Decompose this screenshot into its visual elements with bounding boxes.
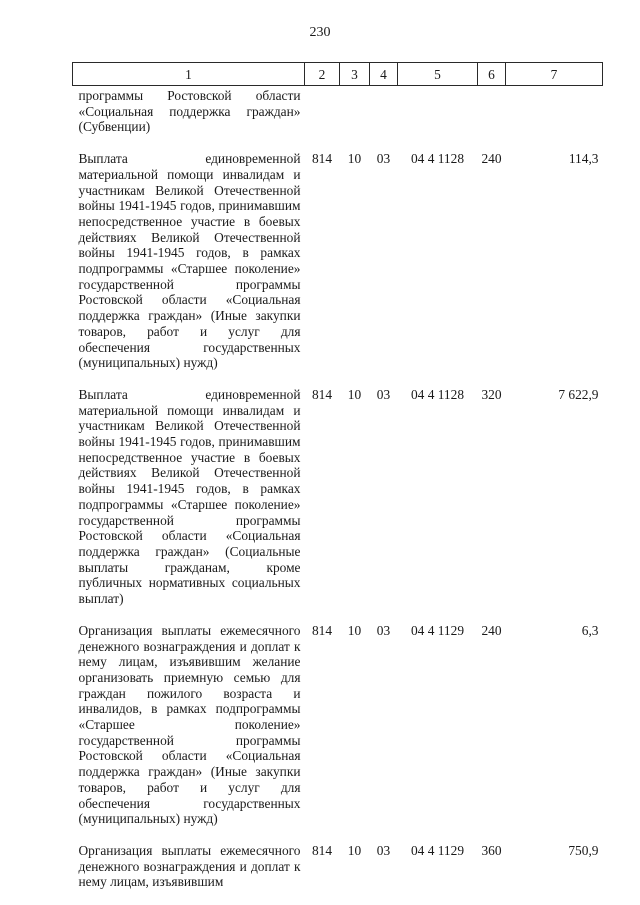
row-target-article: 04 4 1129 bbox=[410, 622, 465, 638]
table-header bbox=[73, 63, 603, 86]
row-section-code: 10 bbox=[347, 386, 362, 402]
header-col-5: 5 bbox=[398, 63, 478, 86]
row-description: Организация выплаты ежемесячного денежного вознаграждения и доплат к нему лицам, изъявившим bbox=[78, 842, 301, 890]
row-target-article: 04 4 1128 bbox=[410, 386, 465, 402]
row-subsection-code bbox=[370, 86, 398, 136]
row-expense-type: 360 bbox=[481, 842, 502, 858]
row-amount bbox=[506, 86, 603, 136]
row-description: Выплата единовременной материальной помощи инвалидам и участникам Великой Отечественной войны 1941-1945 годов, принимавшим непосредственное участие в боевых действиях Великой Отечественной войны 1941-1945 годов, в рамках подпрограммы «Старшее поколение» государственной программы Ростовской области «Социальная поддержка граждан» (Иные закупки товаров, работ и услуг для обеспечения государственных (муниципальных) нужд) bbox=[78, 151, 301, 371]
row-ministry-code: 814 bbox=[311, 151, 333, 167]
row-target-article bbox=[398, 86, 478, 136]
row-expense-type: 320 bbox=[481, 386, 502, 402]
row-amount: 7 622,9 bbox=[558, 386, 599, 402]
row-ministry-code: 814 bbox=[311, 842, 333, 858]
row-subsection-code: 03 bbox=[376, 151, 391, 167]
table-row bbox=[73, 623, 603, 827]
row-target-article: 04 4 1128 bbox=[410, 151, 465, 167]
table-row bbox=[73, 86, 603, 136]
row-amount: 6,3 bbox=[581, 622, 599, 638]
row-subsection-code: 03 bbox=[376, 622, 391, 638]
table-row bbox=[73, 387, 603, 607]
row-spacer bbox=[73, 827, 603, 843]
header-col-3: 3 bbox=[340, 63, 370, 86]
header-col-4: 4 bbox=[370, 63, 398, 86]
row-ministry-code bbox=[305, 86, 340, 136]
row-description: программы Ростовской области «Социальная поддержка граждан» (Субвенции) bbox=[78, 88, 301, 135]
header-col-6: 6 bbox=[478, 63, 506, 86]
row-target-article: 04 4 1129 bbox=[410, 842, 465, 858]
row-description: Организация выплаты ежемесячного денежного вознаграждения и доплат к нему лицам, изъявившим желание организовать приемную семью для граждан пожилого возраста и инвалидов, в рамках подпрограммы «Старшее поколение» государственной программы Ростовской области «Социальная поддержка граждан» (Иные закупки товаров, работ и услуг для обеспечения государственных (муниципальных) нужд) bbox=[78, 622, 301, 827]
row-description: Выплата единовременной материальной помощи инвалидам и участникам Великой Отечественной войны 1941-1945 годов, принимавшим непосредственное участие в боевых действиях Великой Отечественной войны 1941-1945 годов, в рамках подпрограммы «Старшее поколение» государственной программы Ростовской области «Социальная поддержка граждан» (Социальные выплаты гражданам, кроме публичных нормативных социальных выплат) bbox=[78, 386, 301, 607]
budget-table bbox=[72, 62, 603, 890]
row-section-code: 10 bbox=[347, 842, 362, 858]
row-amount: 750,9 bbox=[568, 842, 599, 858]
table-row bbox=[73, 843, 603, 890]
row-expense-type: 240 bbox=[481, 622, 502, 638]
row-expense-type bbox=[478, 86, 506, 136]
header-col-7: 7 bbox=[506, 63, 603, 86]
row-amount: 114,3 bbox=[568, 151, 599, 167]
row-spacer bbox=[73, 135, 603, 151]
row-ministry-code: 814 bbox=[311, 386, 333, 402]
table-row bbox=[73, 151, 603, 371]
page-number: 230 bbox=[309, 25, 331, 40]
table-body bbox=[73, 86, 603, 891]
row-subsection-code: 03 bbox=[376, 386, 391, 402]
row-section-code: 10 bbox=[347, 622, 362, 638]
row-spacer bbox=[73, 371, 603, 387]
row-section-code bbox=[340, 86, 370, 136]
row-section-code: 10 bbox=[347, 151, 362, 167]
header-col-2: 2 bbox=[305, 63, 340, 86]
row-expense-type: 240 bbox=[481, 151, 502, 167]
row-subsection-code: 03 bbox=[376, 842, 391, 858]
row-ministry-code: 814 bbox=[311, 622, 333, 638]
row-spacer bbox=[73, 607, 603, 623]
header-row bbox=[73, 63, 603, 86]
header-col-1: 1 bbox=[73, 63, 305, 86]
